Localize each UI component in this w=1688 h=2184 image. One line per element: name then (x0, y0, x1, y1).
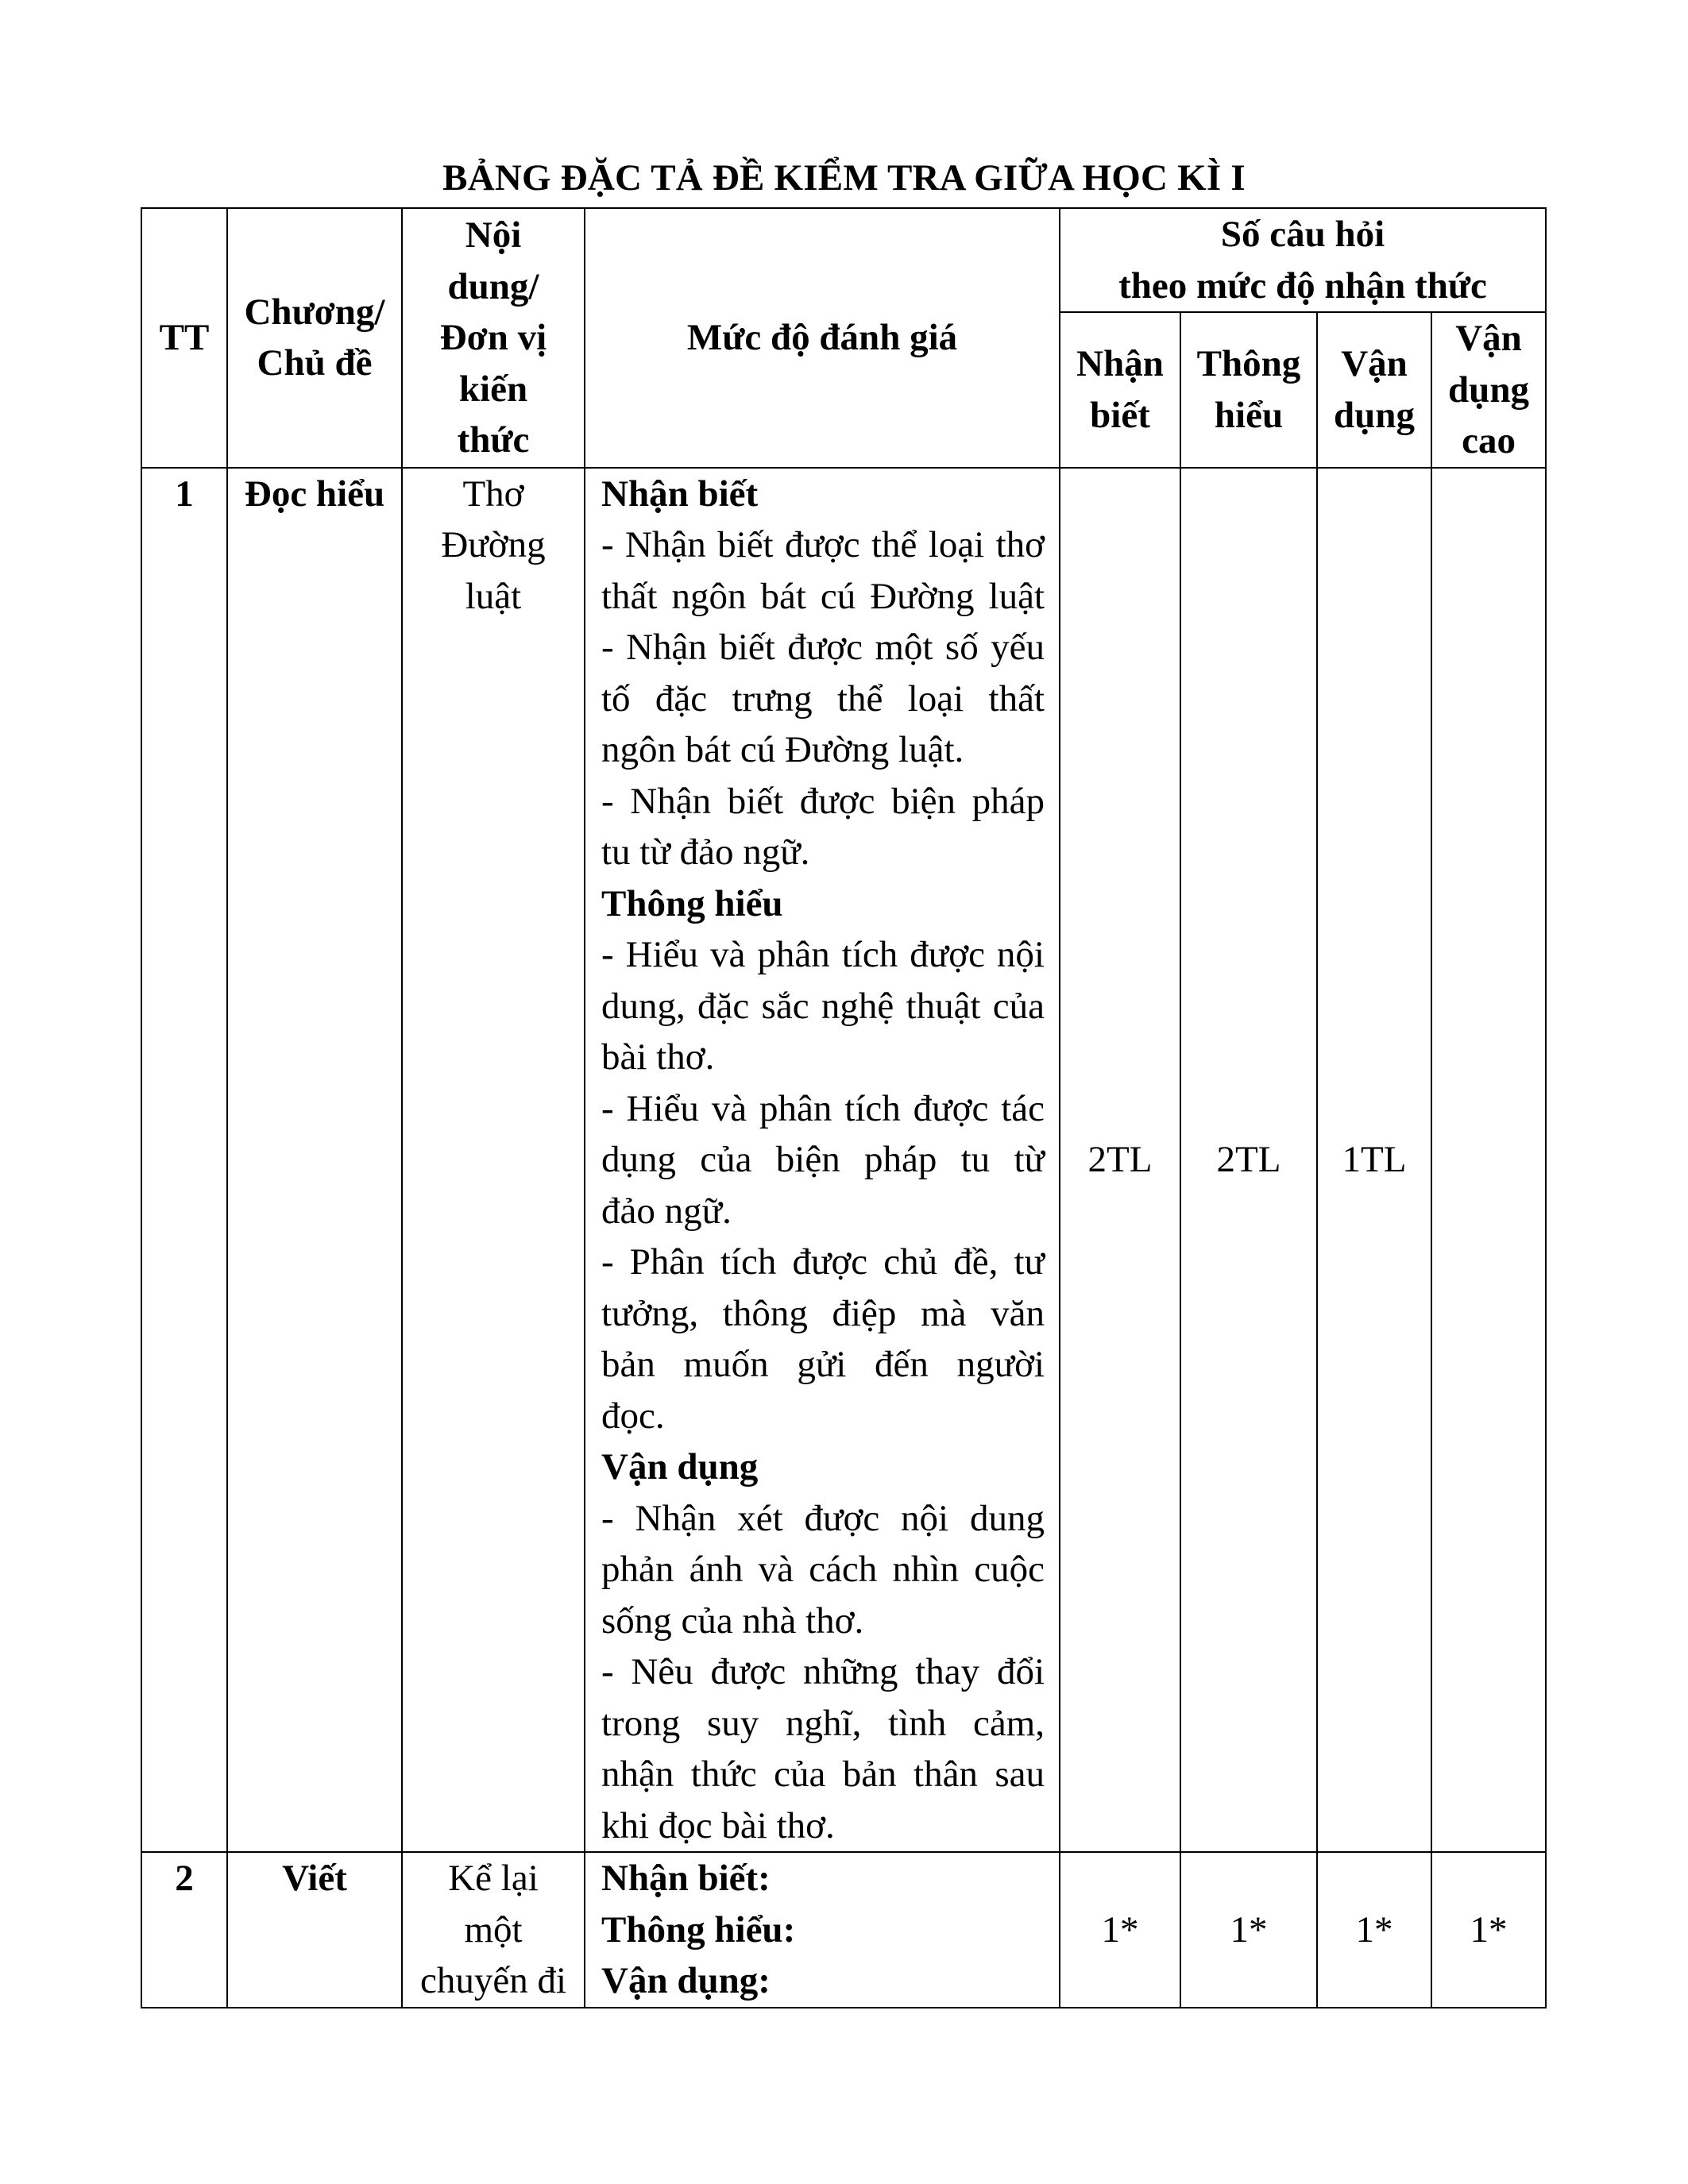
header-socauhoi: Số câu hỏi theo mức độ nhận thức (1060, 208, 1546, 312)
row-noidung: Thơ Đường luật (402, 468, 585, 1853)
row-chuong: Viết (227, 1852, 402, 2008)
table-row (141, 1852, 1546, 2008)
row-mucdo-description: Nhận biết: Thông hiểu: Vận dụng: (585, 1852, 1060, 2008)
row-tt: 2 (141, 1852, 227, 2008)
row-count-thonghieu: 2TL (1180, 468, 1317, 1853)
header-row (141, 208, 1546, 312)
header-level-vandung: Vận dụng (1317, 312, 1431, 468)
spec-table (141, 207, 1547, 2008)
header-noidung: Nội dung/ Đơn vị kiến thức (402, 208, 585, 468)
header-level-thonghieu: Thông hiểu (1180, 312, 1317, 468)
header-chuong: Chương/ Chủ đề (227, 208, 402, 468)
document-title: BẢNG ĐẶC TẢ ĐỀ KIỂM TRA GIỮA HỌC KÌ I (442, 157, 1246, 199)
row-count-thonghieu: 1* (1180, 1852, 1317, 2008)
row-count-nhanbiet: 1* (1060, 1852, 1180, 2008)
row-count-nhanbiet: 2TL (1060, 468, 1180, 1853)
row-noidung: Kể lại một chuyến đi (402, 1852, 585, 2008)
row-count-vandung: 1* (1317, 1852, 1431, 2008)
row-count-vandung: 1TL (1317, 468, 1431, 1853)
row-count-vandungcao: 1* (1431, 1852, 1546, 2008)
header-mucdo: Mức độ đánh giá (585, 208, 1060, 468)
row-mucdo-description: Nhận biết - Nhận biết được thể loại thơ thất ngôn bát cú Đường luật - Nhận biết được một số yếu tố đặc trưng thể loại thất ngôn bát cú Đường luật. - Nhận biết được biện pháp tu từ đảo ngữ. Thông hiểu - Hiểu và phân tích được nội dung, đặc sắc nghệ thuật của bài thơ. - Hiểu và phân tích được tác dụng của biện pháp tu từ đảo ngữ. - Phân tích được chủ đề, tư tưởng, thông điệp mà văn bản muốn gửi đến người đọc. Vận dụng - Nhận xét được nội dung phản ánh và cách nhìn cuộc sống của nhà thơ. - Nêu được những thay đổi trong suy nghĩ, tình cảm, nhận thức của bản thân sau khi đọc bài thơ. (585, 468, 1060, 1853)
header-level-nhanbiet: Nhận biết (1060, 312, 1180, 468)
header-level-vandungcao: Vận dụng cao (1431, 312, 1546, 468)
row-tt: 1 (141, 468, 227, 1853)
header-tt: TT (141, 208, 227, 468)
table-row (141, 468, 1546, 1853)
row-count-vandungcao (1431, 468, 1546, 1853)
row-chuong: Đọc hiểu (227, 468, 402, 1853)
